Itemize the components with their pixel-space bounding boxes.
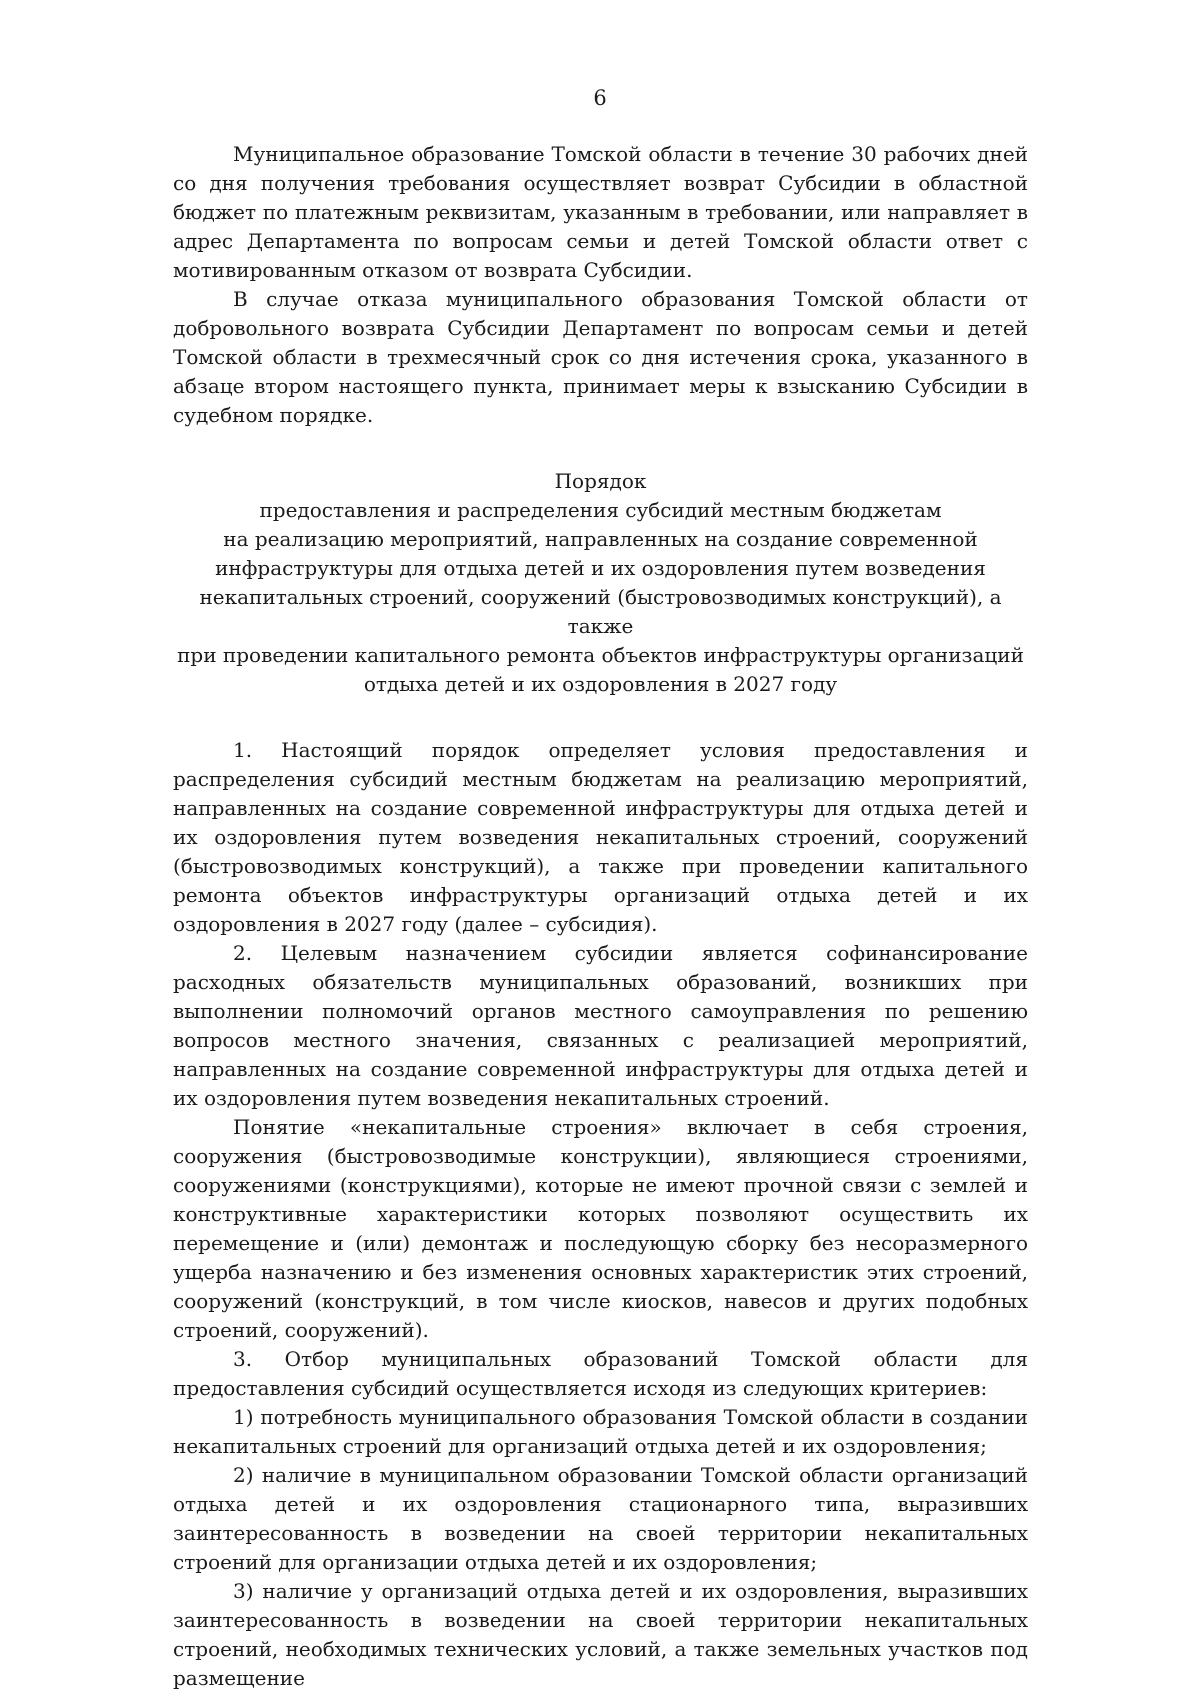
criteria-item-3: 3) наличие у организаций отдыха детей и их оздоровления, выразивших заинтересованность в возведении на своей территории некапитальных строений, необходимых технических условий, а также земельных участков под размещение bbox=[173, 1579, 1028, 1690]
criteria-item-2: 2) наличие в муниципальном образовании Томской области организаций отдыха детей и их оздоровления стационарного типа, выразивших заинтересованность в возведении на своей территории некапитальных строений для организации отдыха детей и их оздоровления; bbox=[173, 1463, 1028, 1574]
section-title-line: на реализацию мероприятий, направленных на создание современной bbox=[223, 527, 978, 551]
intro-paragraph-2: В случае отказа муниципального образования Томской области от добровольного возврата Субсидии Департамент по вопросам семьи и детей Томской области в трехмесячный срок со дня истечения срока, указанного в абзаце втором настоящего пункта, принимает меры к взысканию Субсидии в судебном порядке. bbox=[173, 287, 1028, 427]
page-number: 6 bbox=[593, 86, 607, 110]
section-title-line: инфраструктуры для отдыха детей и их оздоровления путем возведения bbox=[215, 556, 986, 580]
body-paragraph-item-1: 1. Настоящий порядок определяет условия предоставления и распределения субсидий местным бюджетам на реализацию мероприятий, направленных на создание современной инфраструктуры для отдыха детей и их оздоровления путем возведения некапитальных строений, сооружений (быстровозводимых конструкций), а также при проведении капитального ремонта объектов инфраструктуры организаций отдыха детей и их оздоровления в 2027 году (далее – субсидия). bbox=[173, 738, 1028, 936]
document-body bbox=[173, 140, 1028, 1693]
intro-paragraph-1: Муниципальное образование Томской области в течение 30 рабочих дней со дня получения требования осуществляет возврат Субсидии в областной бюджет по платежным реквизитам, указанным в требовании, или направляет в адрес Департамента по вопросам семьи и детей Томской области ответ с мотивированным отказом от возврата Субсидии. bbox=[173, 142, 1028, 282]
criteria-item-1: 1) потребность муниципального образования Томской области в создании некапитальных строений для организаций отдыха детей и их оздоровления; bbox=[173, 1405, 1028, 1458]
section-title-line: отдыха детей и их оздоровления в 2027 году bbox=[363, 672, 838, 696]
section-title-line: при проведении капитального ремонта объектов инфраструктуры организаций bbox=[177, 643, 1024, 667]
section-title-line: некапитальных строений, сооружений (быстровозводимых конструкций), а также bbox=[199, 585, 1002, 638]
body-paragraph-item-3: 3. Отбор муниципальных образований Томской области для предоставления субсидий осуществляется исходя из следующих критериев: bbox=[173, 1347, 1028, 1400]
body-paragraph-item-2: 2. Целевым назначением субсидии является софинансирование расходных обязательств муниципальных образований, возникших при выполнении полномочий органов местного самоуправления по решению вопросов местного значения, связанных с реализацией мероприятий, направленных на создание современной инфраструктуры для отдыха детей и их оздоровления путем возведения некапитальных строений. bbox=[173, 941, 1028, 1110]
body-paragraph-definition: Понятие «некапитальные строения» включает в себя строения, сооружения (быстровозводимые конструкции), являющиеся строениями, сооружениями (конструкциями), которые не имеют прочной связи с землей и конструктивные характеристики которых позволяют осуществить их перемещение и (или) демонтаж и последующую сборку без несоразмерного ущерба назначению и без изменения основных характеристик этих строений, сооружений (конструкций, в том числе киосков, навесов и других подобных строений, сооружений). bbox=[173, 1115, 1028, 1342]
section-heading: Порядок bbox=[554, 469, 647, 493]
section-title-line: предоставления и распределения субсидий местным бюджетам bbox=[259, 498, 942, 522]
section-title bbox=[173, 467, 1028, 699]
